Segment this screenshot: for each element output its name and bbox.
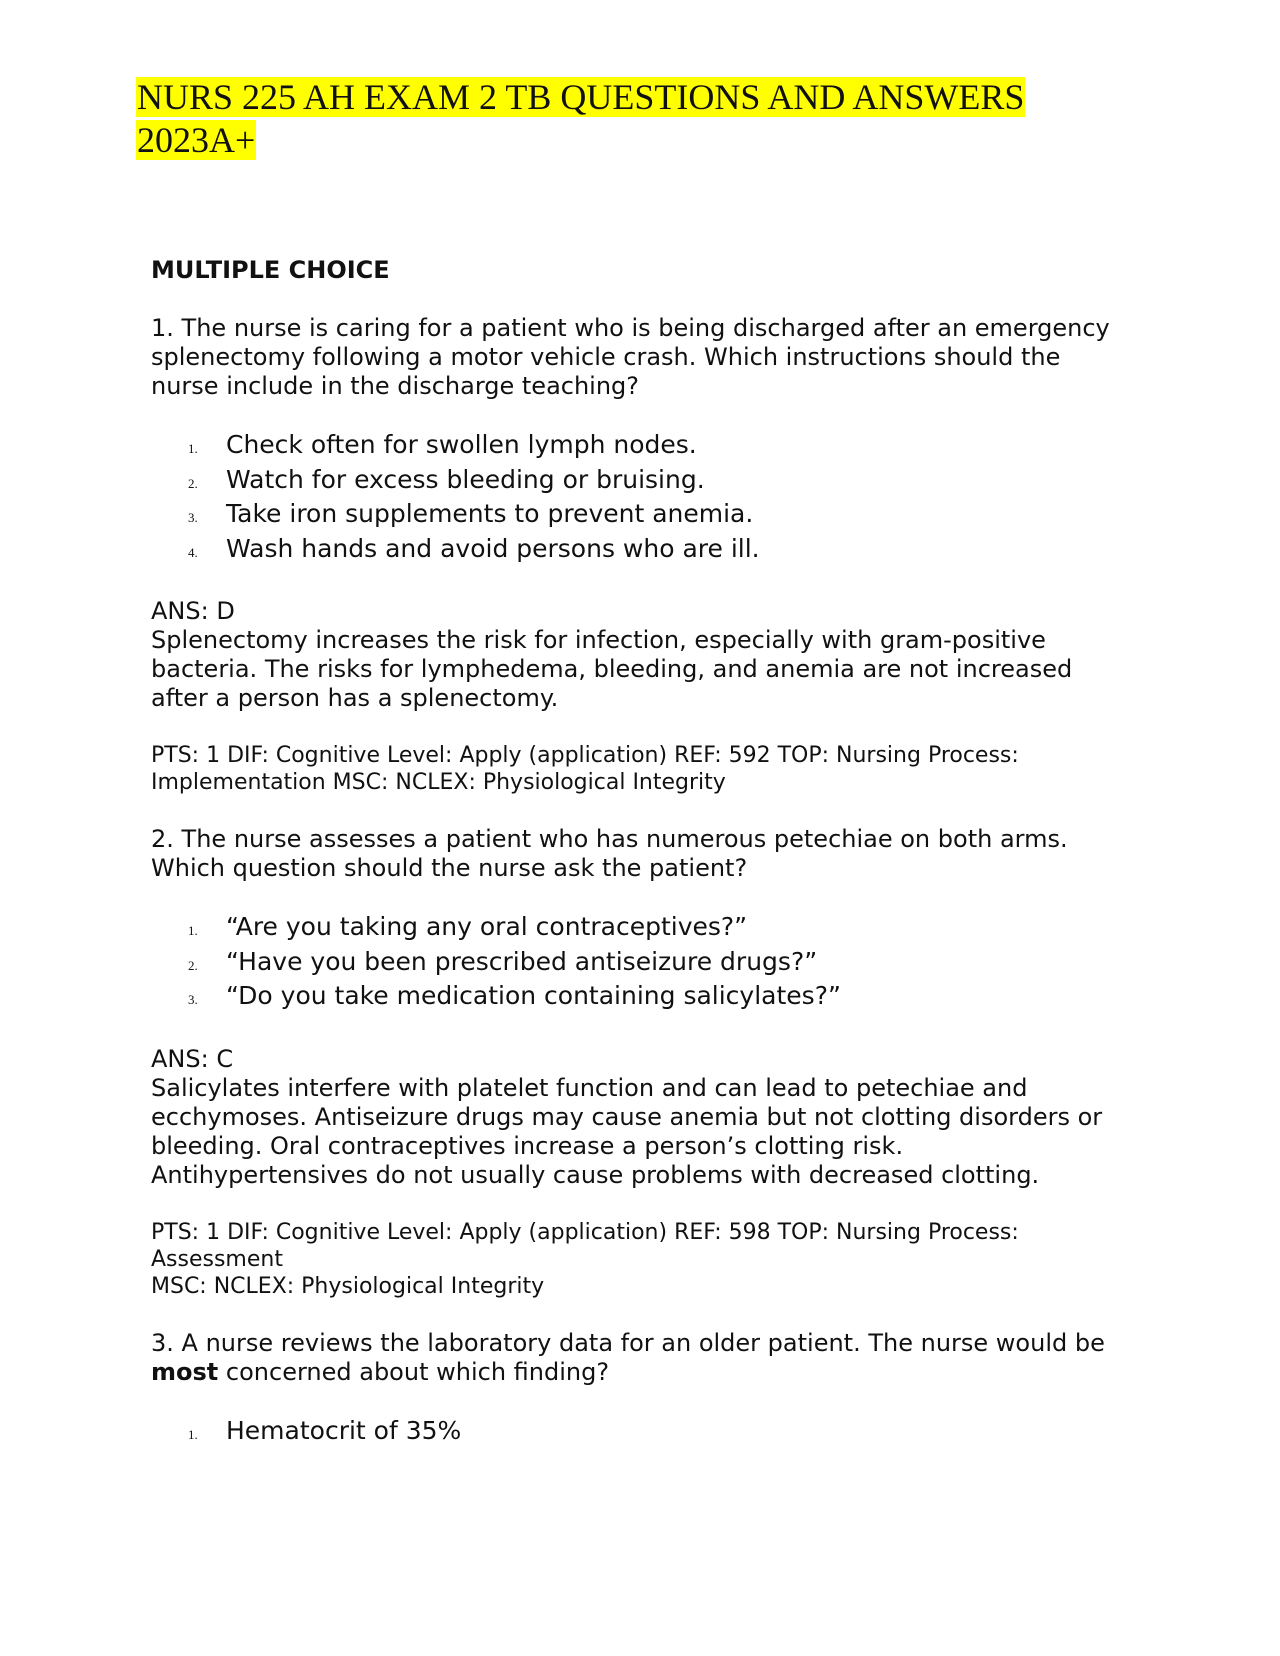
option-text: “Are you taking any oral contraceptives?” xyxy=(226,912,748,941)
option-item xyxy=(151,1416,1111,1451)
question-stem xyxy=(151,314,1111,401)
metadata-line: PTS: 1 DIF: Cognitive Level: Apply (application) REF: 598 TOP: Nursing Process: Assessment xyxy=(151,1219,1019,1272)
option-item xyxy=(151,465,1111,500)
answer-key: ANS: C xyxy=(151,1044,234,1073)
option-number: 2. xyxy=(188,957,198,973)
option-item xyxy=(151,430,1111,465)
option-number: 3. xyxy=(188,510,198,525)
option-text: Wash hands and avoid persons who are ill. xyxy=(226,533,760,563)
option-text: Check often for swollen lymph nodes. xyxy=(226,430,697,459)
option-item xyxy=(151,947,1111,982)
title-line-2: 2023A+ xyxy=(137,120,256,160)
question-number: 3. xyxy=(151,1328,174,1357)
question-text-before: A nurse reviews the laboratory data for an older patient. The nurse would be xyxy=(181,1328,1105,1357)
option-item xyxy=(151,981,1111,1016)
option-number: 4. xyxy=(188,544,198,560)
answer-key: ANS: D xyxy=(151,597,235,625)
option-number: 3. xyxy=(188,992,198,1007)
option-number: 2. xyxy=(188,475,198,491)
metadata-line: MSC: NCLEX: Physiological Integrity xyxy=(151,1273,545,1299)
question-number: 1. xyxy=(151,314,174,342)
option-text: Take iron supplements to prevent anemia. xyxy=(226,499,754,528)
answer-rationale: Salicylates interfere with platelet function and can lead to petechiae and ecchymoses. Antiseizure drugs may cause anemia but not clotting disorders or bleeding. Oral contraceptives increase a person’s clotting risk. xyxy=(151,1073,1103,1160)
section-heading: MULTIPLE CHOICE xyxy=(151,256,390,284)
option-text: Watch for excess bleeding or bruising. xyxy=(226,464,705,494)
document-title xyxy=(136,76,1136,162)
question-1 xyxy=(151,314,1111,796)
answer-rationale: Splenectomy increases the risk for infection, especially with gram-positive bacteria. The risks for lymphedema, bleeding, and anemia are not increased after a person has a splenectomy. xyxy=(151,626,1073,712)
answer-options xyxy=(151,912,1111,1016)
question-text: The nurse assesses a patient who has numerous petechiae on both arms. Which question should the nurse ask the patient? xyxy=(151,825,1068,882)
question-metadata xyxy=(151,1219,1111,1300)
option-number: 1. xyxy=(188,441,198,456)
option-item xyxy=(151,499,1111,534)
question-emphasis: most xyxy=(151,1357,219,1386)
title-line-1: NURS 225 AH EXAM 2 TB QUESTIONS AND ANSWERS xyxy=(137,77,1025,117)
question-stem xyxy=(151,825,1111,883)
answer-options xyxy=(151,430,1111,568)
question-2 xyxy=(151,825,1111,1300)
question-text-after: concerned about which finding? xyxy=(225,1357,610,1386)
option-item xyxy=(151,912,1111,947)
option-text: “Do you take medication containing salicylates?” xyxy=(226,981,841,1010)
option-number: 1. xyxy=(188,1426,198,1442)
option-number: 1. xyxy=(188,923,198,938)
document-content xyxy=(151,256,1111,1479)
question-metadata: PTS: 1 DIF: Cognitive Level: Apply (application) REF: 592 TOP: Nursing Process: Implementation MSC: NCLEX: Physiological Integrity xyxy=(151,743,1019,795)
option-text: Hematocrit of 35% xyxy=(226,1415,462,1445)
option-text: “Have you been prescribed antiseizure drugs?” xyxy=(226,946,818,976)
answer-options xyxy=(151,1416,1111,1451)
option-item xyxy=(151,534,1111,569)
answer-rationale-continued: Antihypertensives do not usually cause problems with decreased clotting. xyxy=(151,1160,1040,1189)
question-number: 2. xyxy=(151,825,174,853)
question-stem xyxy=(151,1329,1111,1387)
question-text: The nurse is caring for a patient who is being discharged after an emergency splenectomy following a motor vehicle crash. Which instructions should the nurse include in the discharge teaching? xyxy=(151,314,1110,400)
question-3 xyxy=(151,1329,1111,1451)
